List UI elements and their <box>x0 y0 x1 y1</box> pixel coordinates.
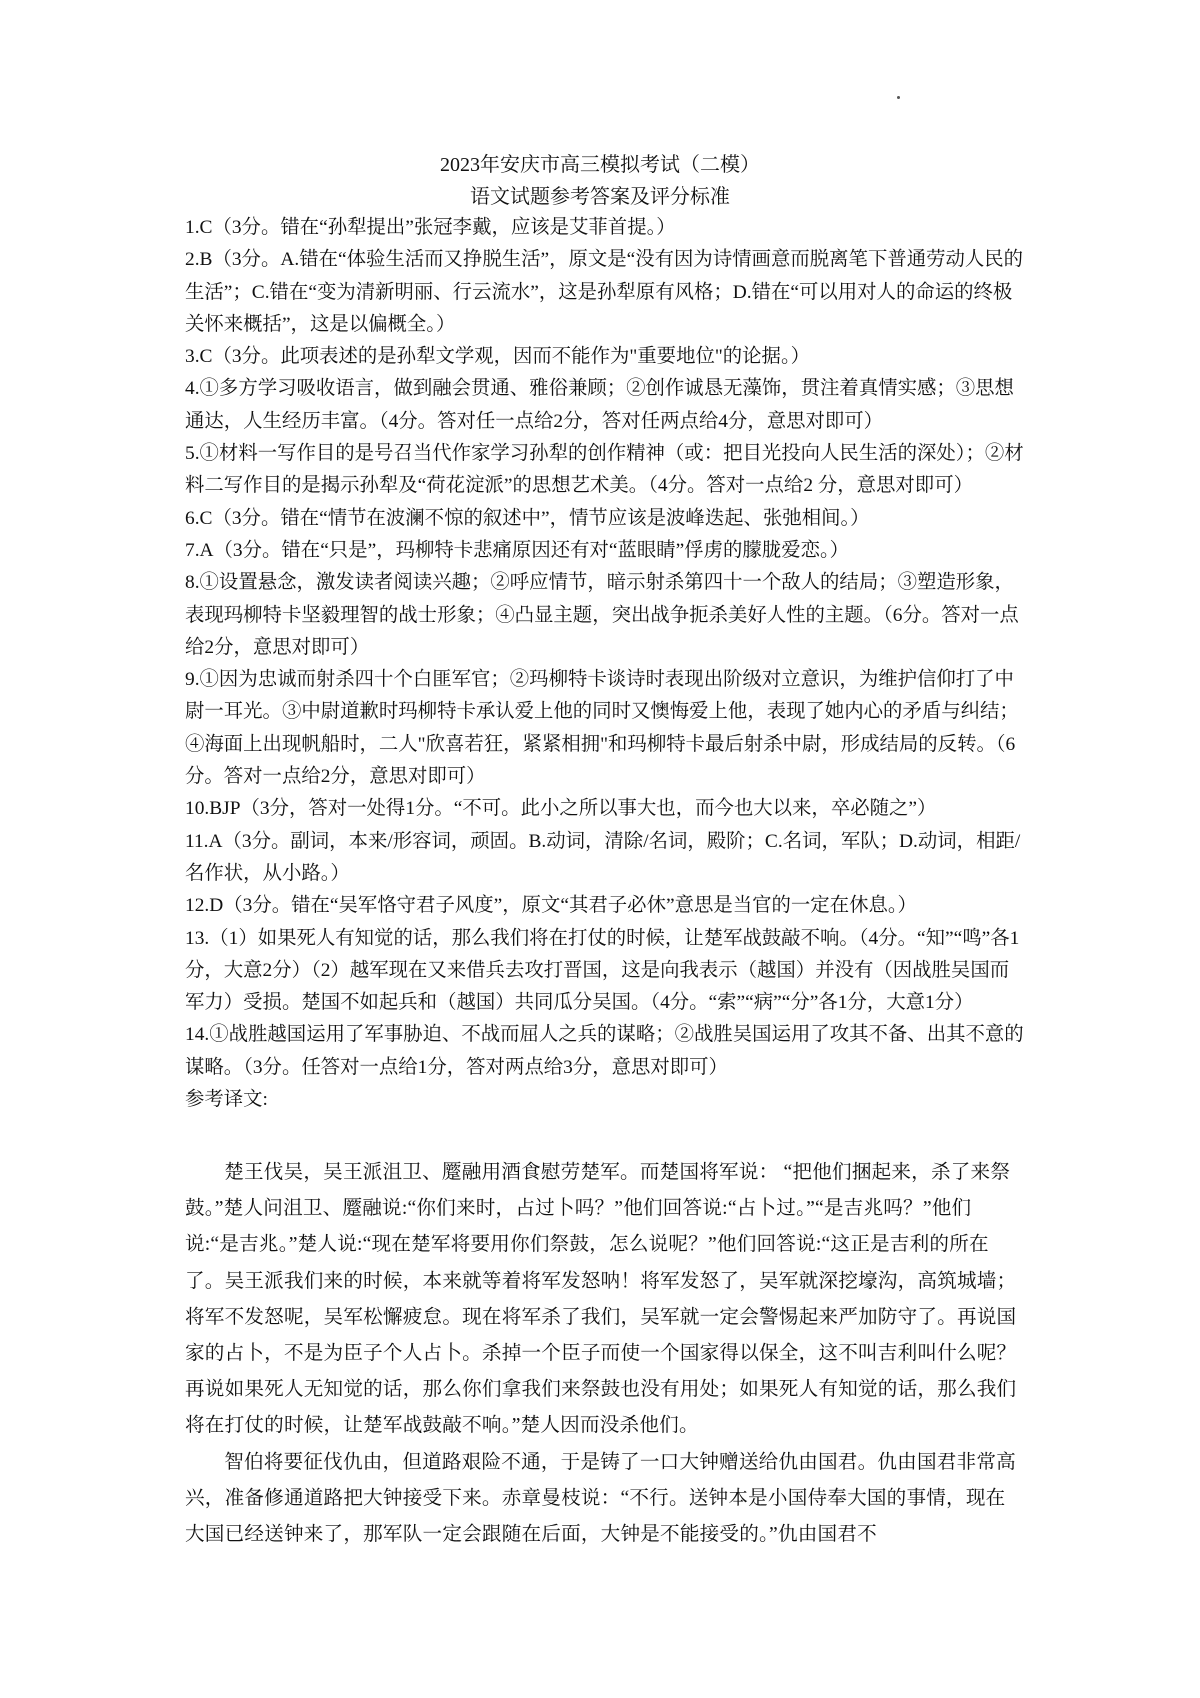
answer-item: 6.C（3分。错在“情节在波澜不惊的叙述中”，情节应该是波峰迭起、张弛相间。） <box>185 507 870 529</box>
translation-paragraph: 楚王伐吴，吴王派沮卫、蹷融用酒食慰劳楚军。而楚国将军说： “把他们捆起来，杀了来祭鼓。”楚人问沮卫、蹷融说:“你们来时，占过卜吗？”他们回答说:“占卜过。”“是吉兆吗？”他们说:“是吉兆。”楚人说:“现在楚军将要用你们祭鼓，怎么说呢？”他们回答说:“这正是吉利的所在了。吴王派我们来的时候，本来就等着将军发怒呐！将军发怒了，吴军就深挖壕沟，高筑城墙；将军不发怒呢，吴军松懈疲怠。现在将军杀了我们，吴军就一定会警惕起来严加防守了。再说国家的占卜，不是为臣子个人占卜。杀掉一个臣子而使一个国家得以保全，这不叫吉利叫什么呢？再说如果死人无知觉的话，那么你们拿我们来祭鼓也没有用处；如果死人有知觉的话，那么我们将在打仗的时候，让楚军战鼓敲不响。”楚人因而没杀他们。 <box>185 1162 1017 1437</box>
reference-translation-label: 参考译文: <box>185 1089 268 1111</box>
answer-item: 11.A（3分。副词，本来/形容词，顽固。B.动词，清除/名词，殿阶；C.名词，军队；D.动词，相距/名作状，从小路。） <box>185 830 1021 884</box>
answer-item: 12.D（3分。错在“吴军恪守君子风度”，原文“其君子必休”意思是当官的一定在休息。） <box>185 895 917 917</box>
answer-item: 4.①多方学习吸收语言，做到融会贯通、雅俗兼顾；②创作诚恳无藻饰，贯注着真情实感；③思想通达，人生经历丰富。（4分。答对任一点给2分，答对任两点给4分，意思对即可） <box>185 378 1014 432</box>
translation-paragraph: 智伯将要征伐仇由，但道路艰险不通，于是铸了一口大钟赠送给仇由国君。仇由国君非常高兴，准备修通道路把大钟接受下来。赤章曼枝说：“不行。送钟本是小国侍奉大国的事情，现在大国已经送钟来了，那军队一定会跟随在后面，大钟是不能接受的。”仇由国君不 <box>185 1451 1016 1546</box>
answer-item: 10.BJP（3分，答对一处得1分。“不可。此小之所以事大也，而今也大以来，卒必随之”） <box>185 798 937 820</box>
answer-item: 9.①因为忠诚而射杀四十个白匪军官；②玛柳特卡谈诗时表现出阶级对立意识，为维护信仰打了中尉一耳光。③中尉道歉时玛柳特卡承认爱上他的同时又懊悔爱上他，表现了她内心的矛盾与纠结；④海面上出现帆船时，二人"欣喜若狂，紧紧相拥"和玛柳特卡最后射杀中尉，形成结局的反转。（6分。答对一点给2分，意思对即可） <box>185 669 1019 788</box>
scan-speck <box>897 96 900 99</box>
answer-item: 8.①设置悬念，激发读者阅读兴趣；②呼应情节，暗示射杀第四十一个敌人的结局；③塑造形象，表现玛柳特卡坚毅理智的战士形象；④凸显主题，突出战争扼杀美好人性的主题。（6分。答对一点给2分，意思对即可） <box>185 572 1019 658</box>
answer-item: 7.A（3分。错在“只是”，玛柳特卡悲痛原因还有对“蓝眼睛”俘虏的朦胧爱恋。） <box>185 539 850 561</box>
answer-item: 1.C（3分。错在“孙犁提出”张冠李戴，应该是艾菲首提。） <box>185 217 676 238</box>
document-subtitle: 语文试题参考答案及评分标准 <box>470 186 730 208</box>
reference-translation <box>185 1155 1025 1553</box>
answer-item: 5.①材料一写作目的是号召当代作家学习孙犁的创作精神（或：把目光投向人民生活的深处）；②材料二写作目的是揭示孙犁及“荷花淀派”的思想艺术美。（4分。答对一点给2 分，意思对即可） <box>185 443 1024 497</box>
document-title: 2023年安庆市高三模拟考试（二模） <box>440 154 760 176</box>
answer-list <box>185 212 1025 1116</box>
answer-item: 14.①战胜越国运用了军事胁迫、不战而屈人之兵的谋略；②战胜吴国运用了攻其不备、出其不意的谋略。（3分。任答对一点给1分，答对两点给3分，意思对即可） <box>185 1024 1024 1078</box>
answer-item: 13.（1）如果死人有知觉的话，那么我们将在打仗的时候，让楚军战鼓敲不响。（4分。“知”“鸣”各1分，大意2分）（2）越军现在又来借兵去攻打晋国，这是向我表示（越国）并没有（因战胜吴国而军力）受损。楚国不如起兵和（越国）共同瓜分吴国。（4分。“索”“病”“分”各1分，大意1分） <box>185 927 1020 1014</box>
answer-item: 3.C（3分。此项表述的是孙犁文学观，因而不能作为"重要地位"的论据。） <box>185 346 811 368</box>
answer-item: 2.B（3分。A.错在“体验生活而又挣脱生活”，原文是“没有因为诗情画意而脱离笔下普通劳动人民的生活”；C.错在“变为清新明丽、行云流水”，这是孙犁原有风格；D.错在“可以用对人的命运的终极关怀来概括”，这是以偏概全。） <box>185 249 1024 335</box>
